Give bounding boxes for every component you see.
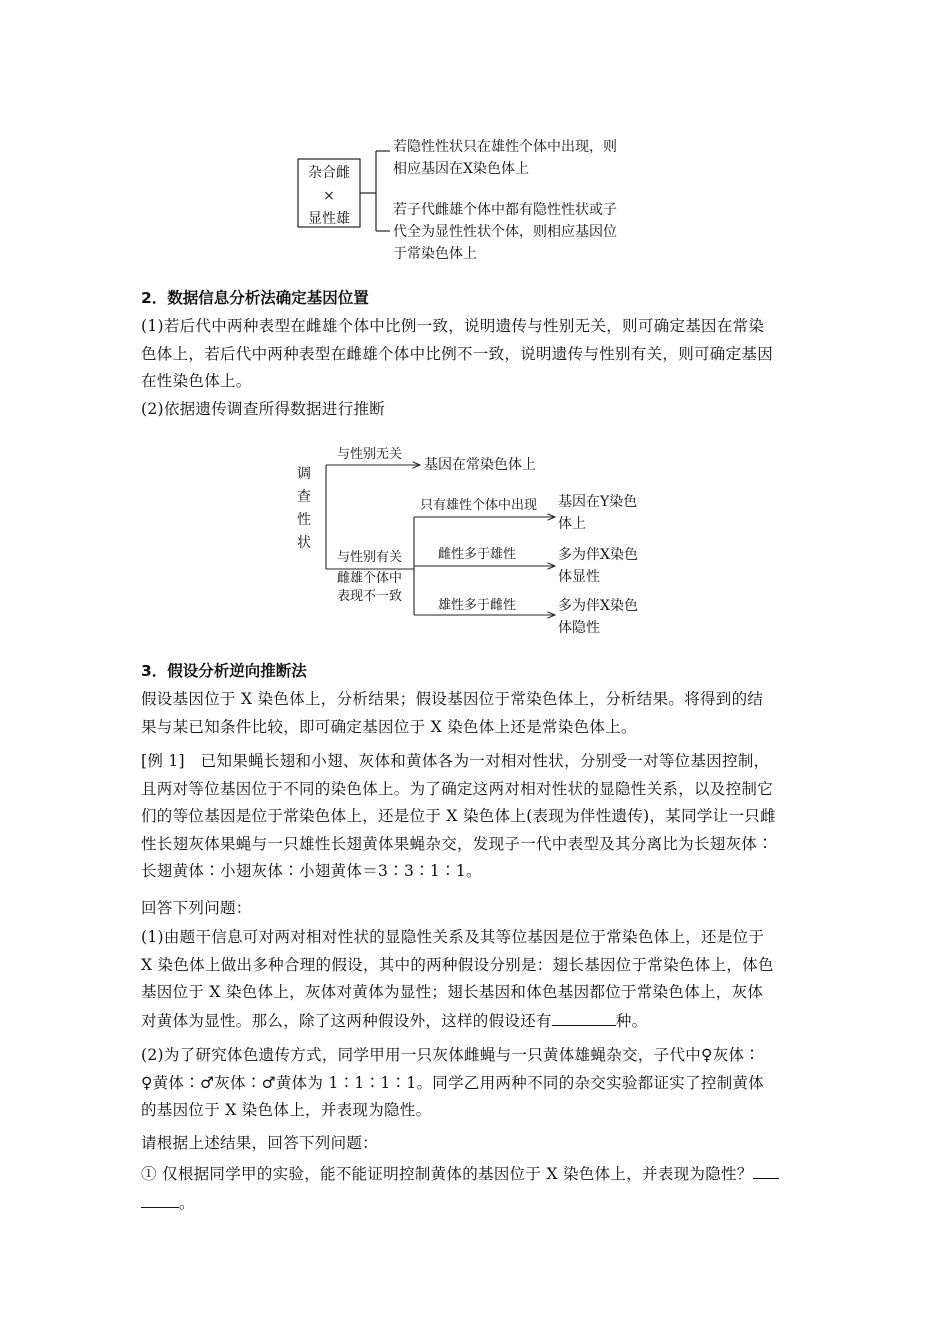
result-x-dominant-line2: 体显性 [558, 569, 600, 585]
label-related-to-sex: 与性别有关 [337, 550, 403, 565]
label-only-male: 只有雄性个体中出现 [420, 498, 538, 513]
question-1: (1)由题干信息可对两对相对性状的显隐性关系及其等位基因是位于常染色体上，还是位于 X 染色体上做出多种合理的假设，其中的两种假设分别是：翅长基因位于常染色体上，体色 基因位于 X 染色体上，灰体对黄体为显性；翅长基因和体色基因都位于常染色体上，灰体 对黄体为显性。那么，除了这两种假设外，这样的假设还有 种。 [141, 928, 774, 1030]
survey-char-1: 调 [297, 466, 311, 482]
box-line-female: 杂合雌 [308, 165, 350, 181]
branch2-line2: 代全为显性性状个体，则相应基因位 [393, 224, 617, 240]
survey-char-4: 状 [297, 535, 311, 551]
label-inconsistent-line1: 雌雄个体中 [337, 571, 403, 586]
label-female-more: 雌性多于雄性 [438, 547, 517, 562]
question-2: (2)为了研究体色遗传方式，同学甲用一只灰体雌蝇与一只黄体雄蝇杂交，子代中♀灰体∶ ♀黄体∶♂灰体∶♂黄体为 1∶1∶1∶1。同学乙用两种不同的杂交实验都证实了控制黄体 的基因位于 X 染色体上，并表现为隐性。 [141, 1046, 765, 1119]
result-x-recessive-line2: 体隐性 [558, 620, 600, 636]
survey-char-2: 查 [297, 489, 311, 505]
example-stem: [例 1] 已知果蝇长翅和小翅、灰体和黄体各为一对相对性状，分别受一对等位基因控制， 且两对等位基因位于不同的染色体上。为了确定这两对相对性状的显隐性关系，以及控制它 们的等位基因是位于常染色体上，还是位于 X 染色体上(表现为伴性遗传)，某同学让一只雌 性长翅灰体果蝇与一只雄性长翅黄体果蝇杂交，发现子一代中表型及其分离比为长翅灰体∶ 长翅黄体∶小翅灰体∶小翅黄体＝3∶3∶1∶1。 [141, 752, 776, 880]
branch1-line1: 若隐性性状只在雄性个体中出现，则 [393, 139, 617, 155]
section3-heading: 3．假设分析逆向推断法 [141, 662, 307, 680]
result-y-line1: 基因在Y染色 [558, 494, 638, 510]
answer-blank-q2-part1[interactable] [753, 1160, 779, 1179]
result-x-recessive-line1: 多为伴X染色 [558, 598, 638, 614]
result-autosome: 基因在常染色体上 [424, 457, 536, 473]
branch2-line3: 于常染色体上 [393, 246, 477, 262]
result-y-line2: 体上 [558, 516, 586, 532]
survey-char-3: 性 [297, 512, 311, 528]
section2-paragraph1: (1)若后代中两种表型在雌雄个体中比例一致，说明遗传与性别无关，则可确定基因在常染 色体上，若后代中两种表型在雌雄个体中比例不一致，说明遗传与性别有关，则可确定基因 在性染色体上。 [141, 317, 774, 390]
section3-paragraph: 假设基因位于 X 染色体上，分析结果；假设基因位于常染色体上，分析结果。将得到的结 果与某已知条件比较，即可确定基因位于 X 染色体上还是常染色体上。 [141, 690, 764, 736]
box-line-cross: × [323, 188, 335, 204]
label-unrelated-to-sex: 与性别无关 [337, 447, 403, 462]
box-line-male: 显性雄 [308, 211, 350, 227]
answer-blank-q1[interactable] [552, 1007, 616, 1026]
section2-paragraph2: (2)依据遗传调查所得数据进行推断 [141, 400, 386, 418]
label-inconsistent-line2: 表现不一致 [337, 589, 403, 604]
label-male-more: 雄性多于雌性 [438, 598, 517, 613]
answer-blank-q2-part2[interactable] [141, 1189, 179, 1208]
question-2-prompt: 请根据上述结果，回答下列问题： [141, 1134, 379, 1152]
result-x-dominant-line1: 多为伴X染色 [558, 547, 638, 563]
branch1-line2: 相应基因在X染色体上 [393, 161, 529, 177]
branch2-line1: 若子代雌雄个体中都有隐性性状或子 [393, 202, 617, 218]
answer-prompt: 回答下列问题： [141, 899, 252, 917]
section2-heading: 2．数据信息分析法确定基因位置 [141, 289, 369, 307]
question-2-sub1: ① 仅根据同学甲的实验，能不能证明控制黄体的基因位于 X 染色体上，并表现为隐性？ 。 [141, 1160, 813, 1217]
